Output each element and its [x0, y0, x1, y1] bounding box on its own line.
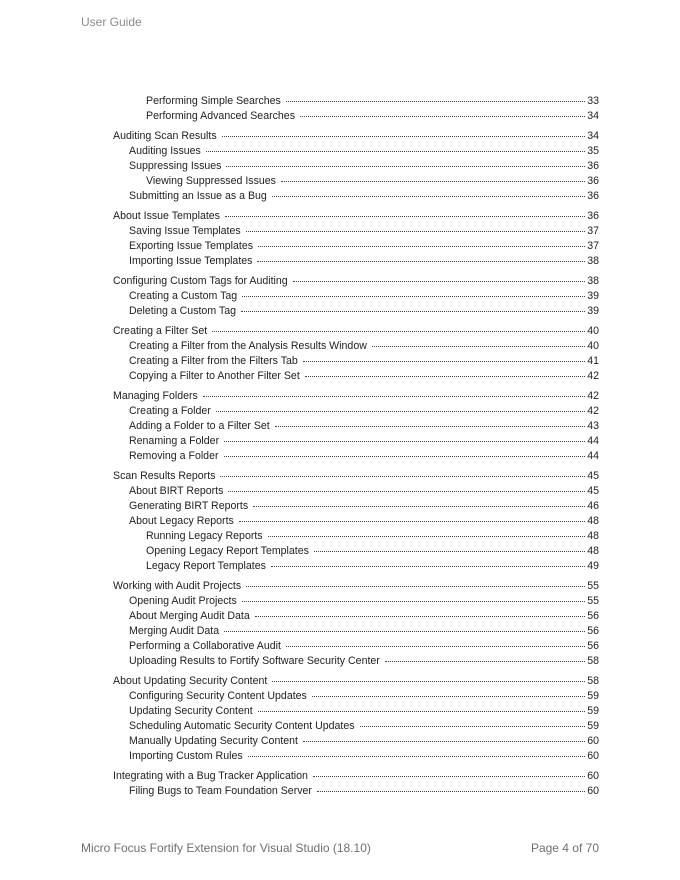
table-of-contents — [0, 94, 680, 799]
toc-entry-page-number: 60 — [587, 785, 599, 797]
toc-entry-level-2[interactable] — [129, 734, 599, 749]
dot-leader — [242, 601, 585, 602]
dot-leader — [248, 756, 586, 757]
toc-entry-level-2[interactable] — [129, 434, 599, 449]
toc-entry-title: Renaming a Folder — [129, 435, 220, 447]
toc-entry-page-number: 60 — [587, 735, 599, 747]
toc-entry-level-2[interactable] — [129, 144, 599, 159]
toc-entry-page-number: 45 — [587, 485, 599, 497]
toc-entry-title: Configuring Custom Tags for Auditing — [113, 275, 288, 287]
dot-leader — [314, 551, 585, 552]
dot-leader — [212, 331, 585, 332]
toc-entry-title: Running Legacy Reports — [146, 530, 263, 542]
footer-product-title: Micro Focus Fortify Extension for Visual Studio (18.10) — [81, 841, 371, 855]
footer-page-number: Page 4 of 70 — [530, 841, 599, 855]
dot-leader — [224, 441, 585, 442]
toc-entry-level-3[interactable] — [146, 559, 599, 574]
toc-entry-page-number: 42 — [587, 405, 599, 417]
toc-entry-level-2[interactable] — [129, 254, 599, 269]
toc-entry-level-2[interactable] — [129, 404, 599, 419]
dot-leader — [305, 376, 585, 377]
toc-entry-level-1[interactable] — [113, 389, 599, 404]
running-header: User Guide — [81, 15, 142, 29]
dot-leader — [272, 681, 585, 682]
toc-entry-level-2[interactable] — [129, 749, 599, 764]
toc-entry-level-2[interactable] — [129, 289, 599, 304]
toc-entry-level-3[interactable] — [146, 544, 599, 559]
toc-entry-page-number: 39 — [587, 290, 599, 302]
dot-leader — [271, 566, 585, 567]
dot-leader — [241, 311, 585, 312]
toc-entry-level-2[interactable] — [129, 304, 599, 319]
toc-entry-page-number: 59 — [587, 705, 599, 717]
toc-entry-level-2[interactable] — [129, 514, 599, 529]
toc-entry-page-number: 35 — [587, 145, 599, 157]
toc-entry-page-number: 55 — [587, 580, 599, 592]
toc-entry-page-number: 34 — [587, 110, 599, 122]
toc-entry-title: About Updating Security Content — [113, 675, 268, 687]
dot-leader — [246, 231, 586, 232]
toc-entry-level-3[interactable] — [146, 174, 599, 189]
toc-entry-level-2[interactable] — [129, 354, 599, 369]
toc-entry-page-number: 45 — [587, 470, 599, 482]
toc-entry-title: Legacy Report Templates — [146, 560, 266, 572]
dot-leader — [206, 151, 585, 152]
toc-entry-page-number: 34 — [587, 130, 599, 142]
toc-entry-page-number: 60 — [587, 770, 599, 782]
toc-entry-level-2[interactable] — [129, 639, 599, 654]
toc-entry-level-2[interactable] — [129, 224, 599, 239]
toc-entry-level-1[interactable] — [113, 579, 599, 594]
toc-entry-title: Opening Legacy Report Templates — [146, 545, 309, 557]
toc-entry-title: Merging Audit Data — [129, 625, 220, 637]
toc-entry-level-2[interactable] — [129, 484, 599, 499]
dot-leader — [216, 411, 585, 412]
toc-entry-title: Scan Results Reports — [113, 470, 216, 482]
dot-leader — [258, 246, 585, 247]
toc-entry-title: Importing Custom Rules — [129, 750, 243, 762]
dot-leader — [224, 456, 586, 457]
toc-entry-level-1[interactable] — [113, 324, 599, 339]
toc-entry-page-number: 39 — [587, 305, 599, 317]
toc-entry-title: Viewing Suppressed Issues — [146, 175, 276, 187]
toc-entry-title: Scheduling Automatic Security Content Updates — [129, 720, 355, 732]
toc-entry-title: Configuring Security Content Updates — [129, 690, 307, 702]
dot-leader — [286, 646, 585, 647]
toc-entry-page-number: 33 — [587, 95, 599, 107]
toc-entry-title: Integrating with a Bug Tracker Application — [113, 770, 308, 782]
toc-entry-title: Filing Bugs to Team Foundation Server — [129, 785, 312, 797]
dot-leader — [239, 521, 585, 522]
toc-entry-title: Submitting an Issue as a Bug — [129, 190, 267, 202]
toc-entry-title: Generating BIRT Reports — [129, 500, 249, 512]
toc-entry-title: Working with Audit Projects — [113, 580, 242, 592]
toc-entry-level-2[interactable] — [129, 689, 599, 704]
toc-entry-page-number: 46 — [587, 500, 599, 512]
toc-entry-page-number: 55 — [587, 595, 599, 607]
toc-entry-level-2[interactable] — [129, 499, 599, 514]
toc-entry-title: Creating a Filter from the Filters Tab — [129, 355, 298, 367]
toc-entry-page-number: 36 — [587, 175, 599, 187]
dot-leader — [317, 791, 585, 792]
toc-entry-page-number: 37 — [587, 240, 599, 252]
dot-leader — [268, 536, 586, 537]
toc-entry-title: Auditing Issues — [129, 145, 201, 157]
toc-entry-title: Uploading Results to Fortify Software Security Center — [129, 655, 380, 667]
toc-entry-title: About Merging Audit Data — [129, 610, 250, 622]
toc-entry-title: Creating a Folder — [129, 405, 211, 417]
toc-entry-level-1[interactable] — [113, 274, 599, 289]
toc-entry-page-number: 36 — [587, 190, 599, 202]
toc-entry-page-number: 41 — [587, 355, 599, 367]
dot-leader — [257, 261, 585, 262]
dot-leader — [225, 216, 585, 217]
toc-entry-title: Updating Security Content — [129, 705, 253, 717]
dot-leader — [220, 476, 585, 477]
toc-entry-page-number: 56 — [587, 625, 599, 637]
toc-entry-page-number: 58 — [587, 675, 599, 687]
dot-leader — [272, 196, 585, 197]
toc-entry-title: Auditing Scan Results — [113, 130, 217, 142]
toc-entry-title: About BIRT Reports — [129, 485, 224, 497]
dot-leader — [246, 586, 585, 587]
toc-entry-page-number: 59 — [587, 720, 599, 732]
toc-entry-title: Performing Simple Searches — [146, 95, 281, 107]
toc-entry-title: Adding a Folder to a Filter Set — [129, 420, 270, 432]
toc-entry-page-number: 37 — [587, 225, 599, 237]
toc-entry-title: Performing a Collaborative Audit — [129, 640, 281, 652]
toc-entry-level-2[interactable] — [129, 159, 599, 174]
toc-entry-level-2[interactable] — [129, 369, 599, 384]
dot-leader — [255, 616, 585, 617]
dot-leader — [385, 661, 585, 662]
toc-entry-level-3[interactable] — [146, 94, 599, 109]
toc-entry-level-1[interactable] — [113, 209, 599, 224]
dot-leader — [312, 696, 585, 697]
toc-entry-page-number: 59 — [587, 690, 599, 702]
toc-entry-title: Deleting a Custom Tag — [129, 305, 236, 317]
dot-leader — [300, 116, 585, 117]
toc-entry-level-2[interactable] — [129, 449, 599, 464]
dot-leader — [275, 426, 585, 427]
toc-entry-page-number: 48 — [587, 530, 599, 542]
toc-entry-title: Exporting Issue Templates — [129, 240, 254, 252]
toc-entry-title: Removing a Folder — [129, 450, 219, 462]
toc-entry-page-number: 49 — [587, 560, 599, 572]
toc-entry-level-2[interactable] — [129, 609, 599, 624]
toc-entry-level-1[interactable] — [113, 469, 599, 484]
dot-leader — [303, 741, 585, 742]
toc-entry-title: About Legacy Reports — [129, 515, 234, 527]
toc-entry-title: About Issue Templates — [113, 210, 220, 222]
toc-entry-page-number: 38 — [587, 255, 599, 267]
toc-entry-level-2[interactable] — [129, 189, 599, 204]
dot-leader — [293, 281, 586, 282]
dot-leader — [372, 346, 585, 347]
dot-leader — [360, 726, 586, 727]
toc-entry-title: Creating a Custom Tag — [129, 290, 238, 302]
toc-entry-level-2[interactable] — [129, 419, 599, 434]
toc-entry-page-number: 42 — [587, 370, 599, 382]
toc-entry-page-number: 36 — [587, 210, 599, 222]
dot-leader — [286, 101, 585, 102]
toc-entry-title: Managing Folders — [113, 390, 198, 402]
dot-leader — [228, 491, 585, 492]
toc-entry-page-number: 44 — [587, 450, 599, 462]
toc-entry-page-number: 40 — [587, 340, 599, 352]
dot-leader — [203, 396, 585, 397]
dot-leader — [226, 166, 585, 167]
toc-entry-title: Creating a Filter Set — [113, 325, 208, 337]
toc-entry-page-number: 48 — [587, 545, 599, 557]
toc-entry-page-number: 58 — [587, 655, 599, 667]
toc-entry-page-number: 48 — [587, 515, 599, 527]
toc-entry-title: Performing Advanced Searches — [146, 110, 295, 122]
toc-entry-level-2[interactable] — [129, 339, 599, 354]
toc-entry-page-number: 36 — [587, 160, 599, 172]
toc-entry-level-2[interactable] — [129, 594, 599, 609]
dot-leader — [313, 776, 585, 777]
toc-entry-page-number: 40 — [587, 325, 599, 337]
toc-entry-level-1[interactable] — [113, 129, 599, 144]
toc-entry-page-number: 43 — [587, 420, 599, 432]
toc-entry-title: Importing Issue Templates — [129, 255, 253, 267]
toc-entry-level-1[interactable] — [113, 674, 599, 689]
toc-entry-page-number: 56 — [587, 610, 599, 622]
toc-entry-level-3[interactable] — [146, 529, 599, 544]
toc-entry-level-3[interactable] — [146, 109, 599, 124]
toc-entry-level-2[interactable] — [129, 719, 599, 734]
toc-entry-title: Opening Audit Projects — [129, 595, 237, 607]
dot-leader — [281, 181, 585, 182]
dot-leader — [224, 631, 585, 632]
toc-entry-title: Copying a Filter to Another Filter Set — [129, 370, 300, 382]
dot-leader — [253, 506, 585, 507]
dot-leader — [303, 361, 585, 362]
toc-entry-page-number: 44 — [587, 435, 599, 447]
toc-entry-level-1[interactable] — [113, 769, 599, 784]
dot-leader — [242, 296, 585, 297]
toc-entry-level-2[interactable] — [129, 654, 599, 669]
toc-entry-page-number: 38 — [587, 275, 599, 287]
toc-entry-title: Suppressing Issues — [129, 160, 222, 172]
dot-leader — [258, 711, 586, 712]
toc-entry-title: Manually Updating Security Content — [129, 735, 299, 747]
toc-entry-level-2[interactable] — [129, 624, 599, 639]
toc-entry-page-number: 60 — [587, 750, 599, 762]
toc-entry-level-2[interactable] — [129, 704, 599, 719]
toc-entry-title: Saving Issue Templates — [129, 225, 241, 237]
toc-entry-page-number: 42 — [587, 390, 599, 402]
dot-leader — [222, 136, 586, 137]
toc-entry-title: Creating a Filter from the Analysis Results Window — [129, 340, 367, 352]
toc-entry-level-2[interactable] — [129, 784, 599, 799]
toc-entry-page-number: 56 — [587, 640, 599, 652]
toc-entry-level-2[interactable] — [129, 239, 599, 254]
